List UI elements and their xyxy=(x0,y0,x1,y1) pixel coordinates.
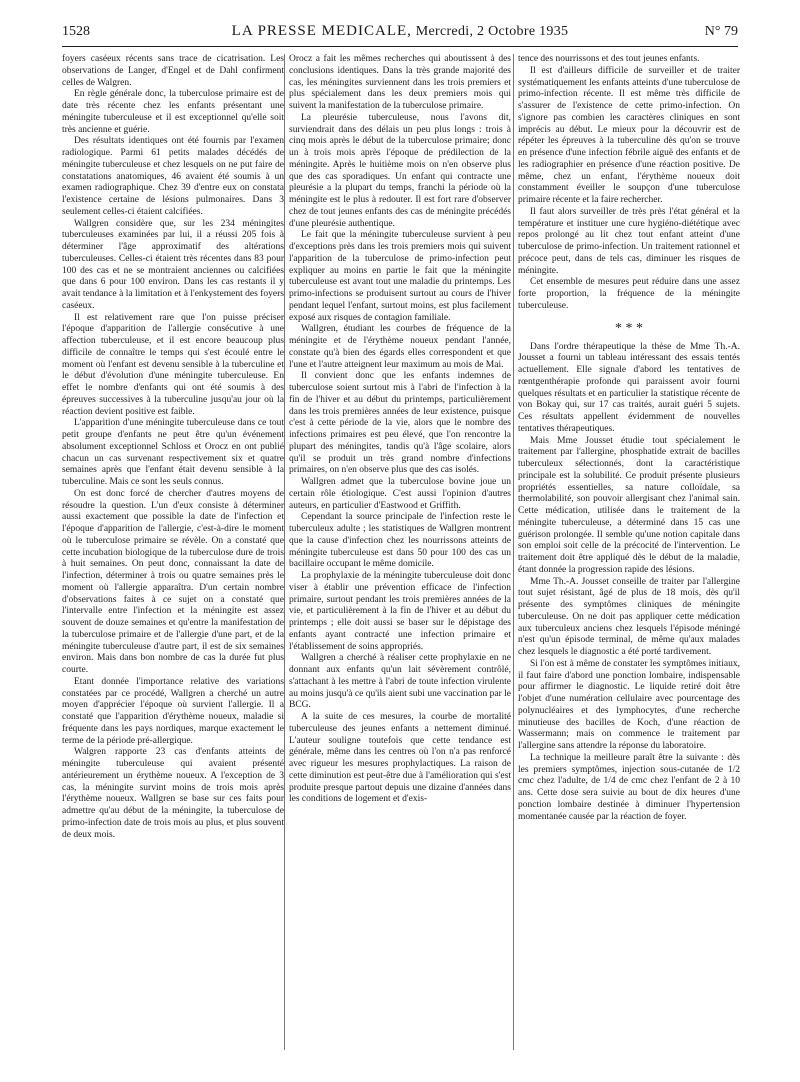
paragraph: La prophylaxie de la méningite tuberculeuse doit donc viser à établir une prévention efficace de l'infection primaire, surtout pendant les trois premières années de la vie, et particulièrement à la fin de l'hiver et au début du printemps ; elle doit aussi se baser sur le dépistage des enfants ayant contracté une infection primaire et l'établissement de soins appropriés. xyxy=(289,571,511,652)
paragraph: Des résultats identiques ont été fournis par l'examen radiologique. Parmi 61 petits malades décédés de méningite tuberculeuse et chez lesquels on ne put faire de constatations anatomiques, 46 avaient été soumis à un examen radiographique. Chez 39 d'entre eux on constata l'existence certaine de lésions pulmonaires. Dans 3 seulement celles-ci étaient calcifiées. xyxy=(62,136,284,217)
paragraph: Cet ensemble de mesures peut réduire dans une assez forte proportion, la fréquence de la méningite tuberculeuse. xyxy=(518,277,740,311)
section-separator: * * * xyxy=(615,320,643,336)
column-rule-1 xyxy=(284,54,285,1050)
paragraph: Walgren rapporte 23 cas d'enfants atteints de méningite tuberculeuse qui avaient présenté antérieurement un érythème noueux. A l'exception de 3 cas, la méningite survint moins de trois mois après l'érythème noueux. Wallgren se base sur ces faits pour admettre qu'au début de la méningite, la tuberculose de primo-infection date de trois mois au plus, et plus souvent de deux mois. xyxy=(62,747,284,840)
paragraph: En règle générale donc, la tuberculose primaire est de date très récente chez les enfants présentant une méningite tuberculeuse et il est exceptionnel qu'elle soit très ancienne et guérie. xyxy=(62,89,284,135)
paragraph: Il faut alors surveiller de très près l'état général et la température et instituer une cure hygiéno-diététique avec repos prolongé au lit chez tout enfant atteint d'une tuberculose de primo-infection. Un traitement rationnel et précoce peut, dans de tels cas, diminuer les risques de méningite. xyxy=(518,206,740,276)
paragraph: On est donc forcé de chercher d'autres moyens de résoudre la question. L'un d'eux consiste à déterminer aussi exactement que possible la date de l'infection et l'époque d'apparition de l'allergie, c'est-à-dire le moment où le tuberculose primaire se révèle. On a constaté que cette incubation biologique de la tuberculose dure de trois à huit semaines. On peut donc, connaissant la date de l'infection, déterminer à trois ou quatre semaines près le moment où l'allergie apparaîtra. D'un certain nombre d'observations faites à ce sujet on a constaté que l'intervalle entre l'infection et la méningite est assez souvent de douze semaines et qu'entre la manifestation de la tuberculose primaire et de l'allergie d'une part, et de la méningite tuberculeuse d'autre part, il est de six semaines environ. Mais dans bon nombre de cas la durée fut plus courte. xyxy=(62,488,284,675)
text-column-2 xyxy=(289,54,511,1059)
paragraph: foyers caséeux récents sans trace de cicatrisation. Les observations de Langer, d'Engel et de Dahl confirment celles de Walgren. xyxy=(62,54,284,88)
text-column-3 xyxy=(518,54,740,1059)
paragraph: Cependant la source principale de l'infection reste le tuberculeux adulte ; les statistiques de Wallgren montrent que la cause d'infection chez les nourrissons atteints de méningite tuberculeuse est dans 50 pour 100 des cas un bacillaire occupant le même domicile. xyxy=(289,512,511,570)
issue-date: Mercredi, 2 Octobre 1935 xyxy=(415,24,569,39)
paragraph: Wallgren, étudiant les courbes de fréquence de la méningite et de l'érythème noueux pendant l'année, constate qu'à bien des égards elles correspondent et que l'une et l'autre atteignent leur maximum au mois de Mai. xyxy=(289,324,511,370)
paragraph: Mais Mme Jousset étudie tout spécialement le traitement par l'allergine, phosphatide extrait de bacilles tuberculeux sélectionnés, dont la caractéristique principale est la solubilité. Ce produit présente plusieurs propriétés essentielles, sa nature colloïdale, sa thermolabilité, son pouvoir allergisant chez l'animal sain. Cette médication, utilisée dans le traitement de la méningite tuberculeuse, a déterminé dans 15 cas une guérison prolongée. Il semble qu'une notion capitale dans son emploi soit celle de la précocité de l'intervention. Le traitement doit être appliqué dès le début de la maladie, étant donnée la progression rapide des lésions. xyxy=(518,435,740,575)
paragraph: Il convient donc que les enfants indemnes de tuberculose soient surtout mis à l'abri de l'infection à la fin de l'hiver et au début du printemps, particulièrement dans les trois premières années de leur existence, puisque c'est à cette période de la vie, alors que le nombre des infections primaires est peu élevé, que l'on rencontre la plupart des méningites, tandis qu'à l'âge scolaire, alors qu'il se produit un très grand nombre d'infections primaires, on n'en observe plus que des cas isolés. xyxy=(289,371,511,476)
paragraph: Il est d'ailleurs difficile de surveiller et de traiter systématiquement les enfants atteints d'une tuberculose de primo-infection récente. Il est même très difficile de s'assurer de l'existence de cette primo-infection. On s'ignore pas combien les caractères cliniques en sont imprécis au début. Le mieux pour la découvrir est de répéter les épreuves à la tuberculine dès qu'on se trouve en présence d'une infection fébrile aiguë des enfants et de les radiographier en présence d'une réaction positive. De même, chez un enfant, l'érythème noueux doit constamment éveiller le soupçon d'une tuberculose primaire récente et la faire rechercher. xyxy=(518,65,740,205)
paragraph: tence des nourrissons et des tout jeunes enfants. xyxy=(518,54,700,64)
paragraph: La pleurésie tuberculeuse, nous l'avons dit, surviendrait dans des délais un peu plus longs : trois à cinq mois après le début de la tuberculose primaire; donc un à trois mois après l'époque de prédilection de la méningite. Après le huitième mois on n'en observe plus que des cas sporadiques. Un enfant qui contracte une pleurésie a la plupart du temps, franchi la période où la méningite est le plus à redouter. Il est fort rare d'observer chez de tout jeunes enfants des cas de méningite précédés d'une pleurésie authentique. xyxy=(289,112,511,229)
paragraph: Wallgren considère que, sur les 234 méningites tuberculeuses examinées par lui, il a réussi 205 fois à déterminer l'âge approximatif des altérations tuberculeuses. Celles-ci étaient très récentes dans 83 pour 100 des cas et ne se montraient anciennes ou calcifiées que dans 6 pour 100 environ. Dans les cas restants il y avait tendance à la limitation et à l'enkystement des foyers caséeux. xyxy=(62,218,284,311)
column-rule-2 xyxy=(513,54,514,1050)
paragraph: A la suite de ces mesures, la courbe de mortalité tuberculeuse des jeunes enfants a nettement diminué. L'auteur souligne toutefois que cette tendance est générale, même dans les centres où l'on n'a pas renforcé avec rigueur les mesures prophylactiques. La raison de cette diminution est peut-être due à l'amélioration qui s'est produite presque partout depuis une dizaine d'années dans les conditions de logement et d'exis- xyxy=(289,712,511,805)
paragraph: Wallgren a cherché à réaliser cette prophylaxie en ne donnant aux enfants qu'un lait sévèrement contrôlé, s'attachant à les mettre à l'abri de toute infection virulente au moins jusqu'à ce qu'ils aient subi une vaccination par le BCG. xyxy=(289,653,511,711)
paragraph: Dans l'ordre thérapeutique la thèse de Mme Th.-A. Jousset a fourni un tableau intéressant des essais tentés actuellement. Elle signale d'abord les tentatives de rœntgenthérapie profonde qui paraissent avoir fourni quelques résultats et en particulier la statistique récente de von Bokay qui, sur 17 cas traités, aurait guéri 5 sujets. Ces résultats appellent évidemment de nouvelles tentatives thérapeutiques. xyxy=(518,341,740,434)
paragraph: Il est relativement rare que l'on puisse préciser l'époque d'apparition de l'allergie consécutive à une affection tuberculeuse, et il est encore beaucoup plus difficile de connaître le temps qui s'est écoulé entre le moment où l'enfant est devenu sensible à la tuberculine et le début d'évolution d'une méningite tuberculeuse. En effet le nombre d'enfants qui ont été soumis à des épreuves successives à la tuberculine jusqu'au jour où la réaction devient positive est faible. xyxy=(62,312,284,417)
paragraph: Le fait que la méningite tuberculeuse survient à peu d'exceptions près dans les trois premiers mois qui suivent l'apparition de la tuberculose de primo-infection peut expliquer au moins en partie le fait que la méningite tuberculeuse est avant tout une maladie du printemps. Les primo-infections se produisent surtout au cours de l'hiver pendant lequel l'enfant, surtout moins, est plus facilement exposé aux risques de contagion familiale. xyxy=(289,230,511,323)
issue-number: N° 79 xyxy=(704,24,738,39)
running-title xyxy=(62,23,738,40)
paragraph: L'apparition d'une méningite tuberculeuse dans ce tout petit groupe d'enfants ne peut être qu'un événement absolument exceptionnel Schloss et Orocz en ont publié chacun un cas survenant respectivement six et quatre semaines après que l'enfant était devenu sensible à la tuberculine. Mais ce sont les seuls connus. xyxy=(62,418,284,487)
paragraph: La technique la meilleure paraît être la suivante : dès les premiers symptômes, injection sous-cutanée de 1/2 cmc chez l'adulte, de 1/4 de cmc chez l'enfant de 2 à 10 ans. Cette dose sera suivie au bout de dix heures d'une ponction lombaire destinée à diminuer l'hypertension momentanée causée par la réaction de foyer. xyxy=(518,752,740,822)
paragraph: Si l'on est à même de constater les symptômes initiaux, il faut faire d'abord une ponction lombaire, indispensable pour affirmer le diagnostic. Le liquide retiré doit être l'objet d'une numération cellulaire avec pourcentage des polynucléaires et des lymphocytes, d'une recherche minutieuse des bacilles de Koch, d'une réaction de Wassermann; mais on commence le traitement par l'allergine sans attendre la réponse du laboratoire. xyxy=(518,658,740,751)
paragraph: Wallgren admet que la tuberculose bovine joue un certain rôle étiologique. C'est aussi l'opinion d'autres auteurs, en particulier d'Eastwood et Griffith. xyxy=(289,477,511,511)
paragraph: Mme Th.-A. Jousset conseille de traiter par l'allergine tout sujet résistant, âgé de plus de 18 mois, dès qu'il présente des symptômes cliniques de méningite tuberculeuse. On ne doit pas appliquer cette médication aux tuberculeux anciens chez lesquels l'épisode méningé n'est qu'un épisode terminal, de même qu'aux malades chez lesquels le diagnostic a été porté tardivement. xyxy=(518,576,740,657)
page-header xyxy=(62,20,738,47)
publication-name: LA PRESSE MEDICALE, xyxy=(231,23,412,39)
text-column-1 xyxy=(62,54,284,1059)
paragraph: Etant donnée l'importance relative des variations constatées par ce procédé, Wallgren a cherché un autre moyen d'apprécier l'époque où survient l'allergie. Il a constaté que l'apparition d'érythème noueux, maladie si fréquente dans les pays nordiques, marque exactement le terme de la période pré-allergique. xyxy=(62,676,284,746)
paragraph: Orocz a fait les mêmes recherches qui aboutissent à des conclusions identiques. Dans la très grande majorité des cas, les méningites surviennent dans les trois premiers et plus spécialement dans les deux premiers mois qui suivent la manifestation de la tuberculose primaire. xyxy=(289,54,511,111)
page-number: 1528 xyxy=(62,24,90,39)
